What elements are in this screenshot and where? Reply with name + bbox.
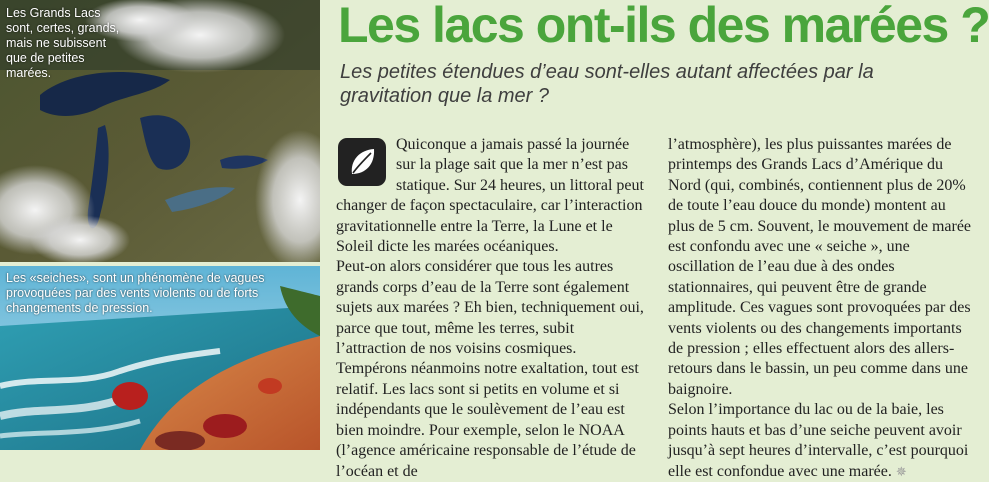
leaf-icon [338,138,386,186]
page-title: Les lacs ont-ils des marées ? [338,0,989,53]
paragraph-conclusion [668,400,976,482]
article-column-right [668,135,976,482]
satellite-caption: Les Grands Lacs sont, certes, grands, mais ne subissent que de petites marées. [6,6,120,80]
paragraph-conclusion-text: Selon l’importance du lac ou de la baie, les points hauts et bas d’une seiche peuvent avoir jusqu’à sept heures d’intervalle, c’est pourquoi elle est confondue avec une marée. [668,401,969,480]
paragraph-seiche: l’atmosphère), les plus puissantes marées de printemps des Grands Lacs d’Amérique du Nord (qui, combinés, contiennent plus de 20% de toute l’eau douce du monde) montent au plus de 5 cm. Souvent, le mouvement de marée est confondu avec une « seiche », une oscillation de l’eau due à des ondes stationnaires, qui peuvent être de grande amplitude. Ces vagues sont provoquées par des vents violents ou des changements importants de pression ; elles effectuent alors des allers-retours dans le bassin, un peu comme dans une baignoire. [668,136,972,398]
paragraph-intro: Quiconque a jamais passé la journée sur la plage sait que la mer n’est pas statique. Sur 24 heures, un littoral peut changer de façon spectaculaire, car l’interaction gravitationnelle entre la Terre, la Lune et le Soleil dicte les marées océaniques. [336,136,644,256]
page-subtitle: Les petites étendues d’eau sont-elles autant affectées par la gravitation que la mer ? [340,61,874,107]
paragraph-question: Peut-on alors considérer que tous les autres grands corps d’eau de la Terre sont également sujets aux marées ? Eh bien, techniquement oui, parce que tout, même les terres, subit l’attraction de nos voisins cosmiques. Tempérons néanmoins notre exaltation, tout est relatif. Les lacs sont si petits en volume et si indépendants que le soulèvement de l’eau est bien moindre. Pour exemple, selon le NOAA (l’agence américaine responsable de l’étude de l’océan et de [336,258,644,480]
beach-caption: Les «seiches», sont un phénomène de vagues provoquées par des vents violents ou de forts changements de pression. [6,271,265,315]
great-lakes-satellite-photo [0,0,320,262]
end-mark-icon: ✵ [895,463,907,479]
lake-shore-waves-photo [0,266,320,450]
article-column-left [336,135,644,482]
